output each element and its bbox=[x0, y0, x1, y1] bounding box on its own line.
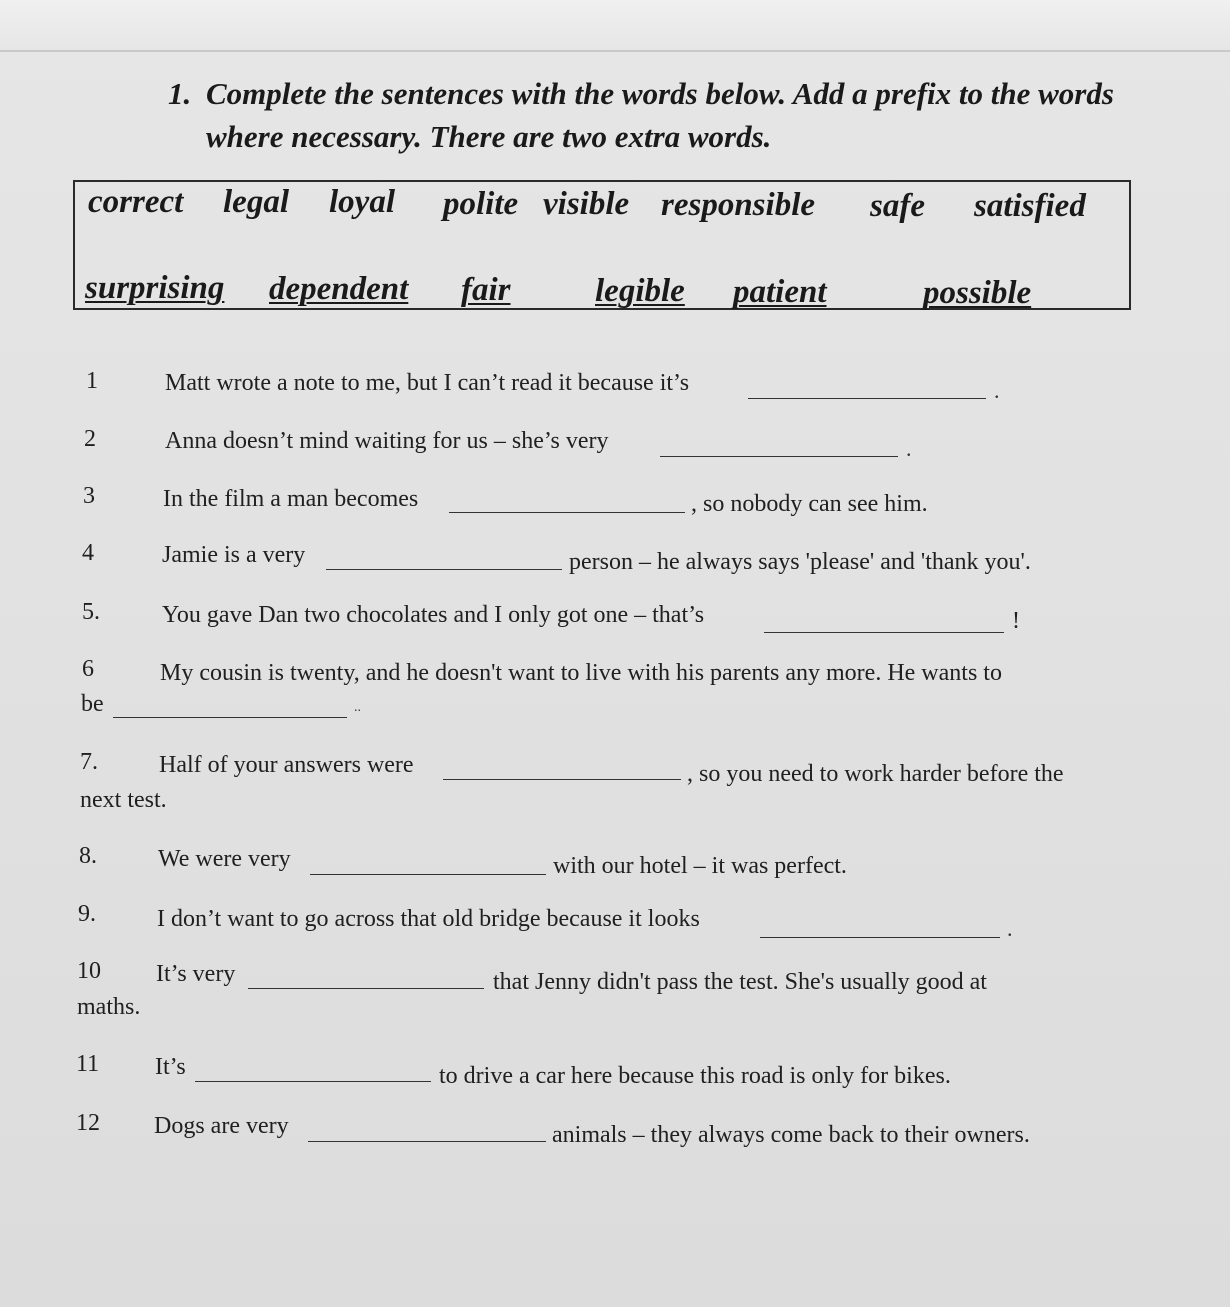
answer-blank[interactable] bbox=[195, 1081, 431, 1082]
question-number: 6 bbox=[82, 656, 94, 682]
question-text-end: , so nobody can see him. bbox=[691, 491, 928, 517]
answer-blank[interactable] bbox=[764, 632, 1004, 633]
instruction-line-2: where necessary. There are two extra words. bbox=[206, 119, 772, 154]
question-end: .. bbox=[354, 700, 361, 715]
word-responsible: responsible bbox=[661, 187, 816, 223]
word-loyal: loyal bbox=[329, 184, 395, 220]
answer-blank[interactable] bbox=[326, 569, 562, 570]
exercise-number: 1. bbox=[168, 76, 192, 111]
question-number: 8. bbox=[79, 843, 97, 869]
word-safe: safe bbox=[870, 188, 925, 224]
question-text: It’s bbox=[155, 1054, 186, 1080]
exercise-instruction bbox=[168, 72, 1148, 158]
word-satisfied: satisfied bbox=[974, 188, 1086, 224]
page-top-edge bbox=[0, 0, 1230, 52]
word-box bbox=[73, 180, 1131, 310]
question-text: We were very bbox=[158, 846, 291, 872]
question-end: . bbox=[906, 436, 912, 461]
question-text: Anna doesn’t mind waiting for us – she’s very bbox=[165, 428, 609, 454]
word-dependent: dependent bbox=[269, 271, 409, 307]
word-legal: legal bbox=[223, 184, 289, 220]
question-text: It’s very bbox=[156, 961, 236, 987]
answer-blank[interactable] bbox=[113, 717, 347, 718]
question-number: 9. bbox=[78, 901, 96, 927]
instruction-line-1: Complete the sentences with the words below. Add a prefix to the words bbox=[206, 76, 1114, 111]
question-number: 2 bbox=[84, 426, 96, 452]
answer-blank[interactable] bbox=[760, 937, 1000, 938]
answer-blank[interactable] bbox=[660, 456, 898, 457]
question-number: 4 bbox=[82, 540, 94, 566]
word-polite: polite bbox=[443, 186, 519, 222]
word-visible: visible bbox=[543, 186, 630, 222]
question-text-end: , so you need to work harder before the bbox=[687, 761, 1064, 787]
question-end: . bbox=[994, 378, 1000, 403]
question-number: 10 bbox=[77, 958, 101, 984]
word-fair: fair bbox=[461, 272, 511, 308]
answer-blank[interactable] bbox=[310, 874, 546, 875]
question-number: 11 bbox=[76, 1051, 100, 1077]
question-text: I don’t want to go across that old bridge because it looks bbox=[157, 906, 700, 932]
answer-blank[interactable] bbox=[449, 512, 685, 513]
question-number: 5. bbox=[82, 599, 100, 625]
answer-blank[interactable] bbox=[748, 398, 986, 399]
word-correct: correct bbox=[88, 184, 184, 220]
question-text-end: to drive a car here because this road is only for bikes. bbox=[439, 1063, 951, 1089]
question-text: Jamie is a very bbox=[162, 542, 306, 568]
question-text: Dogs are very bbox=[154, 1113, 289, 1139]
answer-blank[interactable] bbox=[443, 779, 681, 780]
word-possible: possible bbox=[923, 275, 1032, 311]
question-text-end: person – he always says 'please' and 'thank you'. bbox=[569, 549, 1031, 575]
question-text: My cousin is twenty, and he doesn't want to live with his parents any more. He wants to bbox=[160, 660, 1002, 686]
question-text-end: that Jenny didn't pass the test. She's usually good at bbox=[493, 969, 987, 995]
question-number: 1 bbox=[86, 368, 98, 394]
question-number: 12 bbox=[76, 1110, 100, 1136]
word-patient: patient bbox=[733, 274, 827, 310]
word-surprising: surprising bbox=[85, 270, 225, 306]
question-text: Matt wrote a note to me, but I can’t read it because it’s bbox=[165, 370, 690, 396]
question-number: 7. bbox=[80, 749, 98, 775]
answer-blank[interactable] bbox=[248, 988, 484, 989]
question-text-continued: next test. bbox=[80, 787, 167, 813]
question-text-end: ! bbox=[1012, 608, 1020, 634]
question-text-continued: maths. bbox=[77, 994, 141, 1020]
question-text-end: with our hotel – it was perfect. bbox=[553, 853, 847, 879]
answer-blank[interactable] bbox=[308, 1141, 546, 1142]
question-number: 3 bbox=[83, 483, 95, 509]
question-text: In the film a man becomes bbox=[163, 486, 419, 512]
question-text: Half of your answers were bbox=[159, 752, 414, 778]
question-end: . bbox=[1007, 916, 1013, 941]
question-text-end: animals – they always come back to their owners. bbox=[552, 1122, 1030, 1148]
word-legible: legible bbox=[595, 273, 685, 309]
question-text: You gave Dan two chocolates and I only got one – that’s bbox=[162, 602, 705, 628]
question-text-continued: be bbox=[81, 691, 104, 717]
